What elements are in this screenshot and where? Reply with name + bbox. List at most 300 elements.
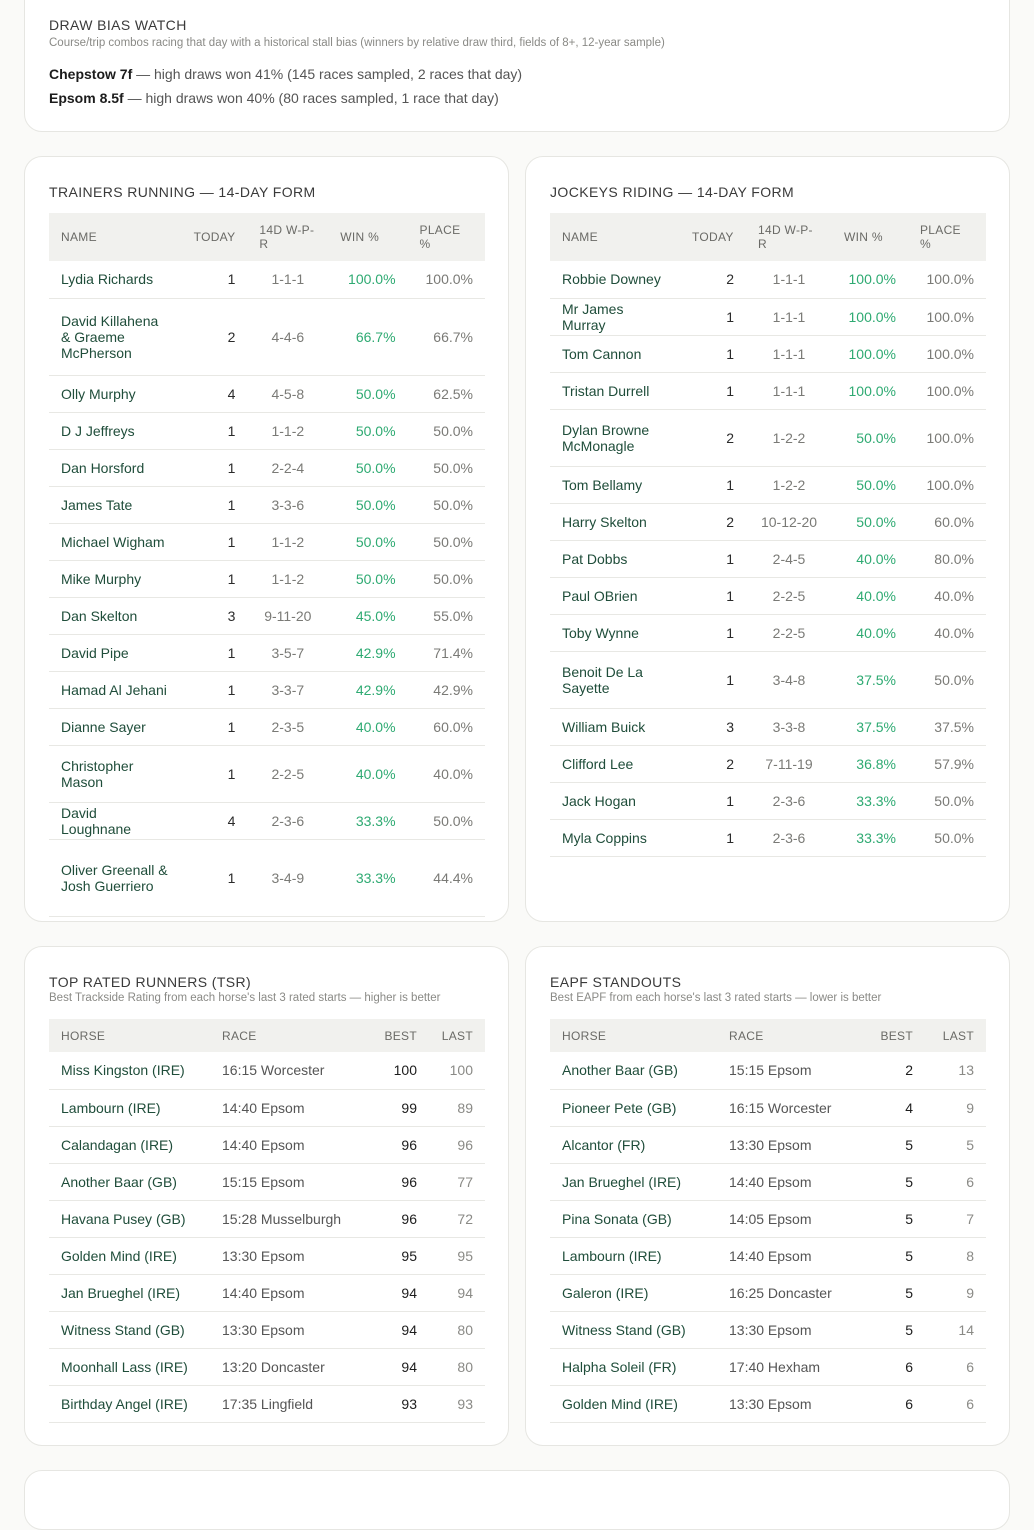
win-pct-cell: 50.0% xyxy=(328,375,407,412)
horse-cell[interactable]: Witness Stand (GB) xyxy=(550,1311,717,1348)
today-cell: 1 xyxy=(182,745,248,802)
col-name-header[interactable]: NAME xyxy=(562,230,598,244)
race-cell[interactable]: 15:15 Epsom xyxy=(210,1163,361,1200)
col-place-header[interactable]: PLACE % xyxy=(920,223,961,251)
today-cell: 2 xyxy=(680,409,746,466)
wpr-cell: 3-3-7 xyxy=(247,671,328,708)
today-cell: 1 xyxy=(680,782,746,819)
col-best-header[interactable]: BEST xyxy=(880,1028,913,1043)
win-pct-cell: 100.0% xyxy=(832,298,908,335)
place-pct-cell: 42.9% xyxy=(408,671,485,708)
best-cell: 5 xyxy=(867,1237,925,1274)
name-cell[interactable]: Lydia Richards xyxy=(49,261,182,298)
wpr-cell: 3-5-7 xyxy=(247,634,328,671)
horse-cell[interactable]: Pina Sonata (GB) xyxy=(550,1200,717,1237)
name-cell[interactable]: Paul OBrien xyxy=(550,577,680,614)
table-row[interactable] xyxy=(550,261,986,298)
place-pct-cell: 50.0% xyxy=(408,486,485,523)
race-cell[interactable]: 14:40 Epsom xyxy=(210,1089,361,1126)
win-pct-cell: 36.8% xyxy=(832,745,908,782)
trainers-title: TRAINERS RUNNING — 14-DAY FORM xyxy=(49,184,316,200)
place-pct-cell: 50.0% xyxy=(408,412,485,449)
best-cell: 94 xyxy=(361,1311,429,1348)
wpr-cell: 1-2-2 xyxy=(746,466,832,503)
race-cell[interactable]: 13:30 Epsom xyxy=(210,1311,361,1348)
table-row[interactable] xyxy=(550,540,986,577)
win-pct-cell: 40.0% xyxy=(832,540,908,577)
win-pct-cell: 40.0% xyxy=(832,577,908,614)
draw-bias-title: DRAW BIAS WATCH xyxy=(49,17,187,33)
today-cell: 1 xyxy=(182,261,248,298)
table-row[interactable] xyxy=(550,614,986,651)
name-cell[interactable]: Mike Murphy xyxy=(49,560,182,597)
name-cell[interactable]: Oliver Greenall & Josh Guerriero xyxy=(49,839,182,916)
race-cell[interactable]: 15:15 Epsom xyxy=(717,1052,867,1089)
table-row[interactable] xyxy=(550,819,986,856)
trainers-card xyxy=(24,156,509,922)
place-pct-cell: 44.4% xyxy=(408,839,485,916)
name-cell[interactable]: Tom Cannon xyxy=(550,335,680,372)
best-cell: 96 xyxy=(361,1200,429,1237)
col-last-header[interactable]: LAST xyxy=(441,1028,473,1043)
today-cell: 1 xyxy=(182,523,248,560)
place-pct-cell: 100.0% xyxy=(908,261,986,298)
jockeys-header-row xyxy=(550,213,986,261)
race-cell[interactable]: 17:40 Hexham xyxy=(717,1348,867,1385)
last-cell: 80 xyxy=(429,1311,485,1348)
best-cell: 5 xyxy=(867,1274,925,1311)
today-cell: 1 xyxy=(680,819,746,856)
last-cell: 100 xyxy=(429,1052,485,1089)
race-cell[interactable]: 13:30 Epsom xyxy=(717,1311,867,1348)
race-cell[interactable]: 15:28 Musselburgh xyxy=(210,1200,361,1237)
col-wpr-header[interactable]: 14D W-P-R xyxy=(758,223,813,251)
wpr-cell: 2-2-5 xyxy=(746,614,832,651)
table-row[interactable] xyxy=(550,409,986,466)
name-cell[interactable]: Olly Murphy xyxy=(49,375,182,412)
col-name-header[interactable]: NAME xyxy=(61,230,97,244)
last-cell: 9 xyxy=(925,1089,986,1126)
name-cell[interactable]: Christopher Mason xyxy=(49,745,182,802)
today-cell: 1 xyxy=(182,412,248,449)
name-cell[interactable]: James Tate xyxy=(49,486,182,523)
horse-cell[interactable]: Havana Pusey (GB) xyxy=(49,1200,210,1237)
table-row[interactable] xyxy=(550,1200,986,1237)
today-cell: 1 xyxy=(680,577,746,614)
table-row[interactable] xyxy=(550,335,986,372)
place-pct-cell: 50.0% xyxy=(908,782,986,819)
wpr-cell: 3-4-9 xyxy=(247,839,328,916)
wpr-cell: 1-1-1 xyxy=(746,298,832,335)
table-row[interactable] xyxy=(550,651,986,708)
last-cell: 13 xyxy=(925,1052,986,1089)
wpr-cell: 3-3-8 xyxy=(746,708,832,745)
wpr-cell: 1-1-1 xyxy=(746,261,832,298)
table-row[interactable] xyxy=(49,486,485,523)
col-today-header[interactable]: TODAY xyxy=(692,230,734,244)
today-cell: 4 xyxy=(182,375,248,412)
name-cell[interactable]: Mr James Murray xyxy=(550,298,680,335)
win-pct-cell: 45.0% xyxy=(328,597,407,634)
last-cell: 72 xyxy=(429,1200,485,1237)
wpr-cell: 1-1-2 xyxy=(247,412,328,449)
win-pct-cell: 37.5% xyxy=(832,708,908,745)
wpr-cell: 2-3-6 xyxy=(746,782,832,819)
horse-cell[interactable]: Birthday Angel (IRE) xyxy=(49,1385,210,1422)
win-pct-cell: 100.0% xyxy=(832,335,908,372)
wpr-cell: 2-4-5 xyxy=(746,540,832,577)
horse-cell[interactable]: Jan Brueghel (IRE) xyxy=(49,1274,210,1311)
table-row[interactable] xyxy=(49,261,485,298)
name-cell[interactable]: Tristan Durrell xyxy=(550,372,680,409)
horse-cell[interactable]: Golden Mind (IRE) xyxy=(49,1237,210,1274)
today-cell: 2 xyxy=(680,503,746,540)
table-row[interactable] xyxy=(550,1237,986,1274)
last-cell: 89 xyxy=(429,1089,485,1126)
name-cell[interactable]: Pat Dobbs xyxy=(550,540,680,577)
name-cell[interactable]: David Killahena & Graeme McPherson xyxy=(49,298,182,375)
win-pct-cell: 42.9% xyxy=(328,634,407,671)
win-pct-cell: 50.0% xyxy=(328,486,407,523)
today-cell: 3 xyxy=(182,597,248,634)
today-cell: 1 xyxy=(182,560,248,597)
eapf-table xyxy=(550,1019,986,1423)
table-row[interactable] xyxy=(49,1237,485,1274)
table-row[interactable] xyxy=(550,372,986,409)
tsr-subtitle: Best Trackside Rating from each horse's last 3 rated starts — higher is better xyxy=(49,992,441,1004)
wpr-cell: 1-1-1 xyxy=(746,335,832,372)
win-pct-cell: 33.3% xyxy=(328,839,407,916)
name-cell[interactable]: Hamad Al Jehani xyxy=(49,671,182,708)
table-row[interactable] xyxy=(550,1385,986,1422)
win-pct-cell: 50.0% xyxy=(328,523,407,560)
table-row[interactable] xyxy=(49,634,485,671)
draw-bias-item xyxy=(49,90,499,106)
race-cell[interactable]: 13:30 Epsom xyxy=(717,1385,867,1422)
wpr-cell: 7-11-19 xyxy=(746,745,832,782)
col-horse-header[interactable]: HORSE xyxy=(562,1028,607,1043)
table-row[interactable] xyxy=(550,708,986,745)
name-cell[interactable]: Dianne Sayer xyxy=(49,708,182,745)
win-pct-cell: 50.0% xyxy=(832,503,908,540)
table-row[interactable] xyxy=(49,412,485,449)
race-cell[interactable]: 16:15 Worcester xyxy=(210,1052,361,1089)
today-cell: 1 xyxy=(182,708,248,745)
place-pct-cell: 50.0% xyxy=(908,651,986,708)
table-row[interactable] xyxy=(49,449,485,486)
best-cell: 6 xyxy=(867,1385,925,1422)
best-cell: 2 xyxy=(867,1052,925,1089)
horse-cell[interactable]: Another Baar (GB) xyxy=(550,1052,717,1089)
table-row[interactable] xyxy=(49,708,485,745)
wpr-cell: 2-2-4 xyxy=(247,449,328,486)
last-cell: 96 xyxy=(429,1126,485,1163)
win-pct-cell: 42.9% xyxy=(328,671,407,708)
best-cell: 5 xyxy=(867,1311,925,1348)
wpr-cell: 2-3-5 xyxy=(247,708,328,745)
eapf-header-row xyxy=(550,1019,986,1052)
name-cell[interactable]: David Loughnane xyxy=(49,802,182,839)
race-cell[interactable]: 14:40 Epsom xyxy=(717,1237,867,1274)
tsr-title: TOP RATED RUNNERS (TSR) xyxy=(49,974,252,990)
table-row[interactable] xyxy=(49,839,485,916)
horse-cell[interactable]: Alcantor (FR) xyxy=(550,1126,717,1163)
table-row[interactable] xyxy=(550,1052,986,1089)
table-row[interactable] xyxy=(550,466,986,503)
best-cell: 6 xyxy=(867,1348,925,1385)
race-cell[interactable]: 14:05 Epsom xyxy=(717,1200,867,1237)
race-cell[interactable]: 14:40 Epsom xyxy=(210,1126,361,1163)
table-row[interactable] xyxy=(550,298,986,335)
win-pct-cell: 100.0% xyxy=(832,261,908,298)
col-last-header[interactable]: LAST xyxy=(942,1028,974,1043)
best-cell: 5 xyxy=(867,1126,925,1163)
wpr-cell: 10-12-20 xyxy=(746,503,832,540)
draw-bias-text: — high draws won 41% (145 races sampled, 2 races that day) xyxy=(132,66,523,82)
race-cell[interactable]: 16:15 Worcester xyxy=(717,1089,867,1126)
race-cell[interactable]: 16:25 Doncaster xyxy=(717,1274,867,1311)
place-pct-cell: 80.0% xyxy=(908,540,986,577)
trainers-table xyxy=(49,213,485,917)
horse-cell[interactable]: Witness Stand (GB) xyxy=(49,1311,210,1348)
horse-cell[interactable]: Miss Kingston (IRE) xyxy=(49,1052,210,1089)
win-pct-cell: 100.0% xyxy=(832,372,908,409)
place-pct-cell: 55.0% xyxy=(408,597,485,634)
win-pct-cell: 50.0% xyxy=(328,560,407,597)
table-row[interactable] xyxy=(49,375,485,412)
table-row[interactable] xyxy=(550,1126,986,1163)
name-cell[interactable]: Tom Bellamy xyxy=(550,466,680,503)
draw-bias-subtitle: Course/trip combos racing that day with a historical stall bias (winners by relative draw third, fields of 8+, 12-year sample) xyxy=(49,37,665,49)
best-cell: 4 xyxy=(867,1089,925,1126)
table-row[interactable] xyxy=(550,1089,986,1126)
place-pct-cell: 100.0% xyxy=(908,335,986,372)
table-row[interactable] xyxy=(49,597,485,634)
win-pct-cell: 33.3% xyxy=(832,782,908,819)
col-race-header[interactable]: RACE xyxy=(729,1028,764,1043)
table-row[interactable] xyxy=(49,1311,485,1348)
last-cell: 80 xyxy=(429,1348,485,1385)
last-cell: 8 xyxy=(925,1237,986,1274)
horse-cell[interactable]: Moonhall Lass (IRE) xyxy=(49,1348,210,1385)
place-pct-cell: 50.0% xyxy=(408,523,485,560)
place-pct-cell: 40.0% xyxy=(908,614,986,651)
best-cell: 93 xyxy=(361,1385,429,1422)
today-cell: 2 xyxy=(680,261,746,298)
place-pct-cell: 100.0% xyxy=(908,409,986,466)
horse-cell[interactable]: Jan Brueghel (IRE) xyxy=(550,1163,717,1200)
win-pct-cell: 37.5% xyxy=(832,651,908,708)
horse-cell[interactable]: Galeron (IRE) xyxy=(550,1274,717,1311)
win-pct-cell: 50.0% xyxy=(328,412,407,449)
race-cell[interactable]: 13:30 Epsom xyxy=(717,1126,867,1163)
jockeys-table xyxy=(550,213,986,857)
eapf-title: EAPF STANDOUTS xyxy=(550,974,682,990)
win-pct-cell: 33.3% xyxy=(328,802,407,839)
name-cell[interactable]: Robbie Downey xyxy=(550,261,680,298)
name-cell[interactable]: Michael Wigham xyxy=(49,523,182,560)
table-row[interactable] xyxy=(550,1163,986,1200)
name-cell[interactable]: Dan Horsford xyxy=(49,449,182,486)
table-row[interactable] xyxy=(49,1274,485,1311)
win-pct-cell: 33.3% xyxy=(832,819,908,856)
table-row[interactable] xyxy=(49,1089,485,1126)
table-row[interactable] xyxy=(550,503,986,540)
table-row[interactable] xyxy=(49,1348,485,1385)
table-row[interactable] xyxy=(49,1163,485,1200)
name-cell[interactable]: Toby Wynne xyxy=(550,614,680,651)
col-race-header[interactable]: RACE xyxy=(222,1028,257,1043)
wpr-cell: 1-1-1 xyxy=(247,261,328,298)
table-row[interactable] xyxy=(550,745,986,782)
name-cell[interactable]: Dan Skelton xyxy=(49,597,182,634)
tsr-card xyxy=(24,946,509,1446)
last-cell: 7 xyxy=(925,1200,986,1237)
today-cell: 1 xyxy=(680,298,746,335)
draw-bias-course: Chepstow 7f xyxy=(49,66,133,82)
best-cell: 96 xyxy=(361,1163,429,1200)
best-cell: 94 xyxy=(361,1348,429,1385)
draw-bias-course: Epsom 8.5f xyxy=(49,90,124,106)
name-cell[interactable]: D J Jeffreys xyxy=(49,412,182,449)
today-cell: 1 xyxy=(182,839,248,916)
name-cell[interactable]: Benoit De La Sayette xyxy=(550,651,680,708)
wpr-cell: 2-2-5 xyxy=(247,745,328,802)
last-cell: 9 xyxy=(925,1274,986,1311)
table-row[interactable] xyxy=(49,1385,485,1422)
table-row[interactable] xyxy=(550,782,986,819)
last-cell: 6 xyxy=(925,1348,986,1385)
horse-cell[interactable]: Golden Mind (IRE) xyxy=(550,1385,717,1422)
last-cell: 77 xyxy=(429,1163,485,1200)
table-row[interactable] xyxy=(49,523,485,560)
place-pct-cell: 60.0% xyxy=(908,503,986,540)
table-row[interactable] xyxy=(49,1200,485,1237)
last-cell: 94 xyxy=(429,1274,485,1311)
draw-bias-card xyxy=(24,0,1010,132)
horse-cell[interactable]: Calandagan (IRE) xyxy=(49,1126,210,1163)
table-row[interactable] xyxy=(49,298,485,375)
draw-bias-item xyxy=(49,66,522,82)
wpr-cell: 1-2-2 xyxy=(746,409,832,466)
col-today-header[interactable]: TODAY xyxy=(193,230,236,244)
race-cell[interactable]: 13:30 Epsom xyxy=(210,1237,361,1274)
today-cell: 1 xyxy=(182,449,248,486)
tsr-header-row xyxy=(49,1019,485,1052)
race-cell[interactable]: 14:40 Epsom xyxy=(717,1163,867,1200)
eapf-subtitle: Best EAPF from each horse's last 3 rated starts — lower is better xyxy=(550,992,882,1004)
name-cell[interactable]: Clifford Lee xyxy=(550,745,680,782)
table-row[interactable] xyxy=(550,577,986,614)
place-pct-cell: 40.0% xyxy=(908,577,986,614)
today-cell: 1 xyxy=(680,466,746,503)
table-row[interactable] xyxy=(49,1126,485,1163)
horse-cell[interactable]: Lambourn (IRE) xyxy=(550,1237,717,1274)
win-pct-cell: 40.0% xyxy=(328,708,407,745)
today-cell: 1 xyxy=(680,651,746,708)
table-row[interactable] xyxy=(49,671,485,708)
horse-cell[interactable]: Lambourn (IRE) xyxy=(49,1089,210,1126)
today-cell: 1 xyxy=(680,614,746,651)
col-win-header[interactable]: WIN % xyxy=(340,230,380,244)
place-pct-cell: 62.5% xyxy=(408,375,485,412)
col-win-header[interactable]: WIN % xyxy=(844,230,883,244)
wpr-cell: 4-5-8 xyxy=(247,375,328,412)
col-wpr-header[interactable]: 14D W-P-R xyxy=(259,223,315,251)
name-cell[interactable]: Harry Skelton xyxy=(550,503,680,540)
place-pct-cell: 40.0% xyxy=(408,745,485,802)
horse-cell[interactable]: Pioneer Pete (GB) xyxy=(550,1089,717,1126)
name-cell[interactable]: David Pipe xyxy=(49,634,182,671)
race-cell[interactable]: 17:35 Lingfield xyxy=(210,1385,361,1422)
today-cell: 4 xyxy=(182,802,248,839)
today-cell: 2 xyxy=(680,745,746,782)
win-pct-cell: 66.7% xyxy=(328,298,407,375)
last-cell: 5 xyxy=(925,1126,986,1163)
win-pct-cell: 100.0% xyxy=(328,261,407,298)
horse-cell[interactable]: Another Baar (GB) xyxy=(49,1163,210,1200)
col-place-header[interactable]: PLACE % xyxy=(419,223,461,251)
table-row[interactable] xyxy=(550,1311,986,1348)
name-cell[interactable]: Jack Hogan xyxy=(550,782,680,819)
today-cell: 1 xyxy=(680,372,746,409)
today-cell: 1 xyxy=(182,486,248,523)
best-cell: 99 xyxy=(361,1089,429,1126)
table-row[interactable] xyxy=(49,745,485,802)
table-row[interactable] xyxy=(49,1052,485,1089)
place-pct-cell: 50.0% xyxy=(408,802,485,839)
last-cell: 6 xyxy=(925,1385,986,1422)
win-pct-cell: 50.0% xyxy=(832,409,908,466)
today-cell: 2 xyxy=(182,298,248,375)
name-cell[interactable]: Dylan Browne McMonagle xyxy=(550,409,680,466)
last-cell: 6 xyxy=(925,1163,986,1200)
place-pct-cell: 100.0% xyxy=(408,261,485,298)
today-cell: 3 xyxy=(680,708,746,745)
place-pct-cell: 50.0% xyxy=(408,449,485,486)
trainers-header-row xyxy=(49,213,485,261)
table-row[interactable] xyxy=(550,1348,986,1385)
eapf-card xyxy=(525,946,1010,1446)
name-cell[interactable]: Myla Coppins xyxy=(550,819,680,856)
best-cell: 5 xyxy=(867,1200,925,1237)
place-pct-cell: 60.0% xyxy=(408,708,485,745)
wpr-cell: 3-3-6 xyxy=(247,486,328,523)
win-pct-cell: 50.0% xyxy=(328,449,407,486)
today-cell: 1 xyxy=(182,634,248,671)
wpr-cell: 1-1-1 xyxy=(746,372,832,409)
race-cell[interactable]: 14:40 Epsom xyxy=(210,1274,361,1311)
win-pct-cell: 50.0% xyxy=(832,466,908,503)
draw-bias-text: — high draws won 40% (80 races sampled, 1 race that day) xyxy=(123,90,499,106)
today-cell: 1 xyxy=(680,540,746,577)
table-row[interactable] xyxy=(49,560,485,597)
col-horse-header[interactable]: HORSE xyxy=(61,1028,106,1043)
name-cell[interactable]: William Buick xyxy=(550,708,680,745)
horse-cell[interactable]: Halpha Soleil (FR) xyxy=(550,1348,717,1385)
win-pct-cell: 40.0% xyxy=(328,745,407,802)
wpr-cell: 1-1-2 xyxy=(247,523,328,560)
table-row[interactable] xyxy=(49,802,485,839)
col-best-header[interactable]: BEST xyxy=(384,1028,417,1043)
table-row[interactable] xyxy=(550,1274,986,1311)
jockeys-title: JOCKEYS RIDING — 14-DAY FORM xyxy=(550,184,795,200)
race-cell[interactable]: 13:20 Doncaster xyxy=(210,1348,361,1385)
next-card xyxy=(24,1470,1010,1530)
place-pct-cell: 66.7% xyxy=(408,298,485,375)
wpr-cell: 2-3-6 xyxy=(247,802,328,839)
wpr-cell: 2-3-6 xyxy=(746,819,832,856)
